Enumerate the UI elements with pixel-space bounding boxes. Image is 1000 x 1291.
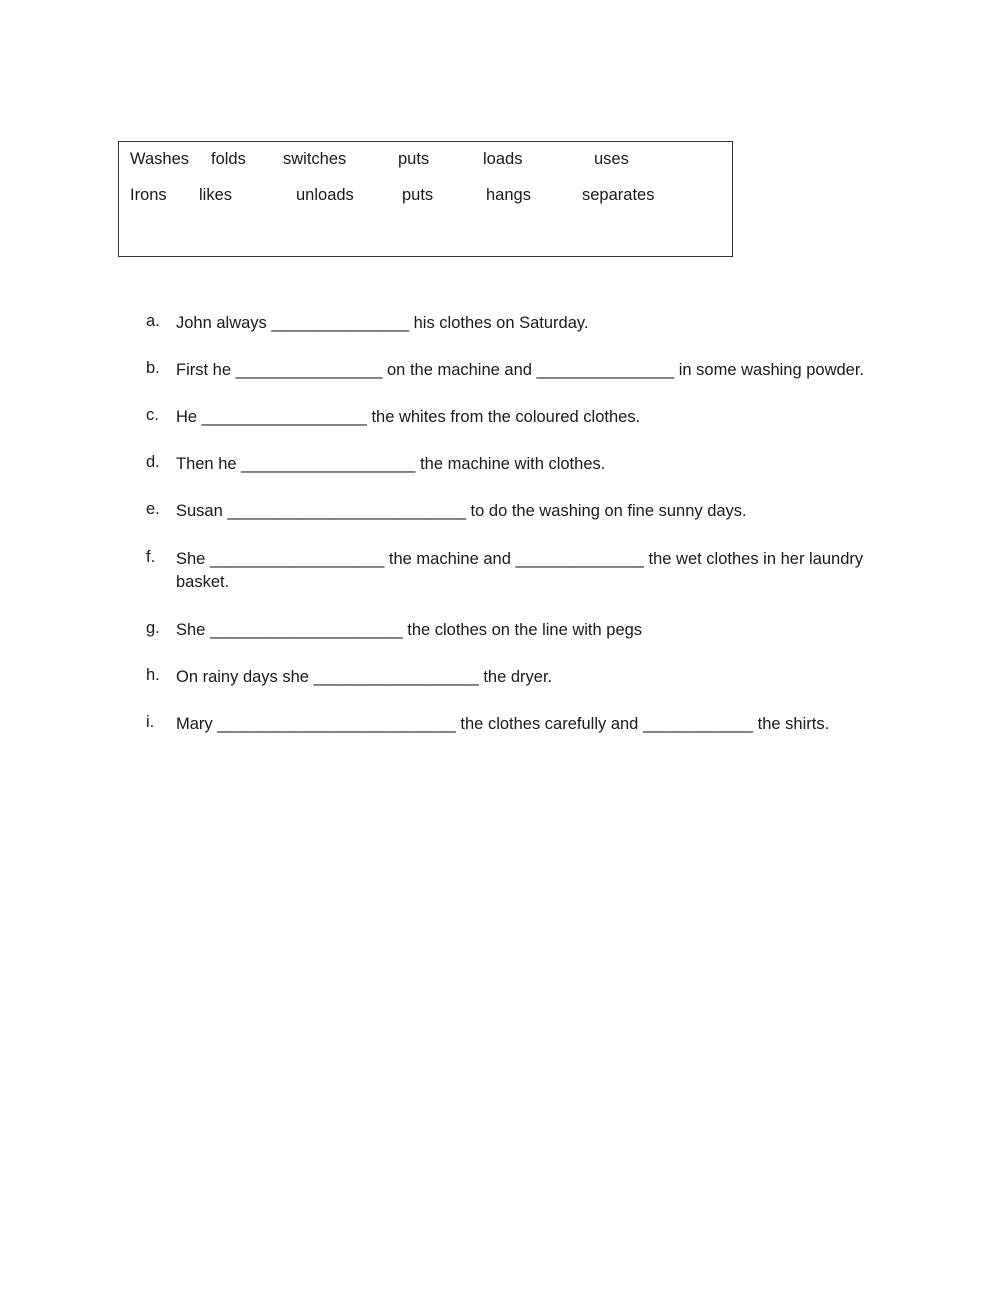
word-bank-item: loads [483,150,523,168]
word-bank-item: likes [199,186,233,204]
word-bank-item: puts [402,186,434,204]
exercise-letter: a. [146,312,160,330]
exercise-letter: c. [146,406,159,424]
exercise-text: She _____________________ the clothes on the line with pegs [176,621,643,639]
word-bank-item: Washes [130,150,189,168]
exercise-letter: h. [146,666,160,684]
word-bank-item: Irons [130,186,167,204]
exercise-letter: e. [146,500,160,518]
word-bank-item: puts [398,150,430,168]
exercise-text: Mary __________________________ the clothes carefully and ____________ the shirts. [176,715,830,733]
exercise-letter: i. [146,713,155,731]
exercise-letter: d. [146,453,160,471]
word-bank-item: uses [594,150,629,168]
exercise-letter: f. [146,548,156,566]
word-bank-item: switches [283,150,347,168]
word-bank-item: folds [211,150,246,168]
exercise-text: Susan __________________________ to do the washing on fine sunny days. [176,502,747,520]
exercise-text: Then he ___________________ the machine with clothes. [176,455,606,473]
exercise-text: John always _______________ his clothes on Saturday. [176,314,589,332]
exercise-letter: b. [146,359,160,377]
exercise-text: First he ________________ on the machine and _______________ in some washing powder. [176,361,865,379]
word-bank-item: unloads [296,186,354,204]
word-bank-item: separates [582,186,655,204]
word-bank-item: hangs [486,186,531,204]
exercise-text: She ___________________ the machine and ______________ the wet clothes in her laundry basket. [176,550,864,591]
exercise-letter: g. [146,619,160,637]
exercise-text: He __________________ the whites from the coloured clothes. [176,408,641,426]
word-bank-box [118,141,733,257]
exercise-text: On rainy days she __________________ the dryer. [176,668,553,686]
